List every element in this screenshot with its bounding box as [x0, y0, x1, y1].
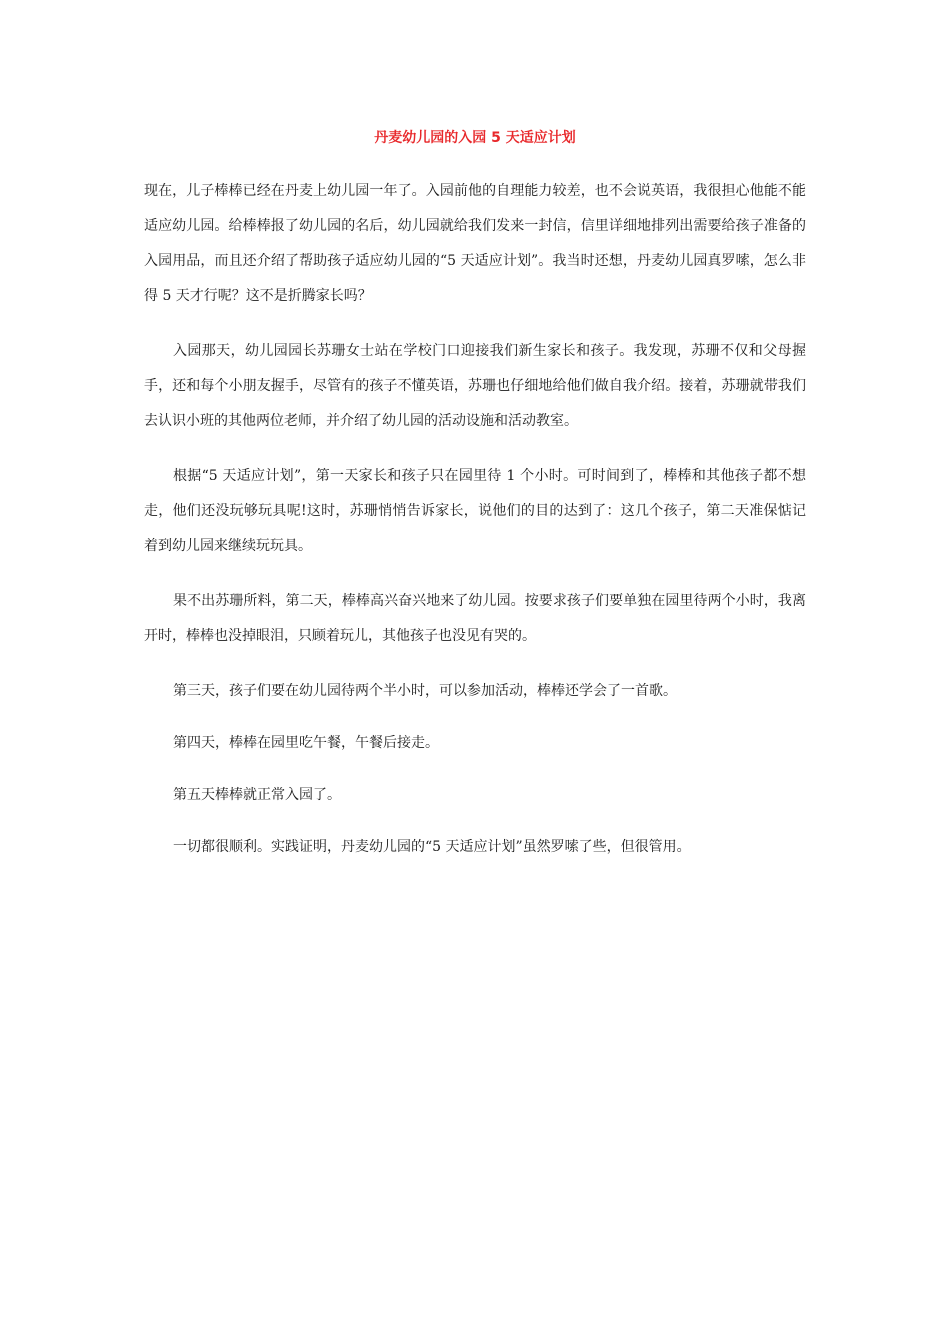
document-title: 丹麦幼儿园的入园 5 天适应计划 [374, 130, 576, 146]
paragraph-4: 果不出苏珊所料，第二天，棒棒高兴奋兴地来了幼儿园。按要求孩子们要单独在园里待两个小时，我离开时，棒棒也没掉眼泪，只顾着玩儿，其他孩子也没见有哭的。 [144, 593, 806, 644]
paragraph-5: 第三天，孩子们要在幼儿园待两个半小时，可以参加活动，棒棒还学会了一首歌。 [173, 683, 677, 699]
paragraph-8: 一切都很顺利。实践证明，丹麦幼儿园的“5 天适应计划”虽然罗嗦了些，但很管用。 [173, 839, 691, 855]
paragraph-7: 第五天棒棒就正常入园了。 [173, 787, 341, 803]
paragraph-3: 根据“5 天适应计划”，第一天家长和孩子只在园里待 1 个小时。可时间到了，棒棒和其他孩子都不想走，他们还没玩够玩具呢!这时，苏珊悄悄告诉家长，说他们的目的达到了：这几个孩子，第二天准保惦记着到幼儿园来继续玩玩具。 [144, 468, 806, 554]
document-body [144, 174, 806, 885]
paragraph-6: 第四天，棒棒在园里吃午餐，午餐后接走。 [173, 735, 439, 751]
paragraph-2: 入园那天，幼儿园园长苏珊女士站在学校门口迎接我们新生家长和孩子。我发现，苏珊不仅和父母握手，还和每个小朋友握手，尽管有的孩子不懂英语，苏珊也仔细地给他们做自我介绍。接着，苏珊就带我们去认识小班的其他两位老师，并介绍了幼儿园的活动设施和活动教室。 [144, 343, 806, 429]
paragraph-1: 现在，儿子棒棒已经在丹麦上幼儿园一年了。入园前他的自理能力较差，也不会说英语，我很担心他能不能适应幼儿园。给棒棒报了幼儿园的名后，幼儿园就给我们发来一封信，信里详细地排列出需要给孩子准备的入园用品，而且还介绍了帮助孩子适应幼儿园的“5 天适应计划”。我当时还想，丹麦幼儿园真罗嗦，怎么非得 5 天才行呢？这不是折腾家长吗？ [144, 183, 806, 304]
